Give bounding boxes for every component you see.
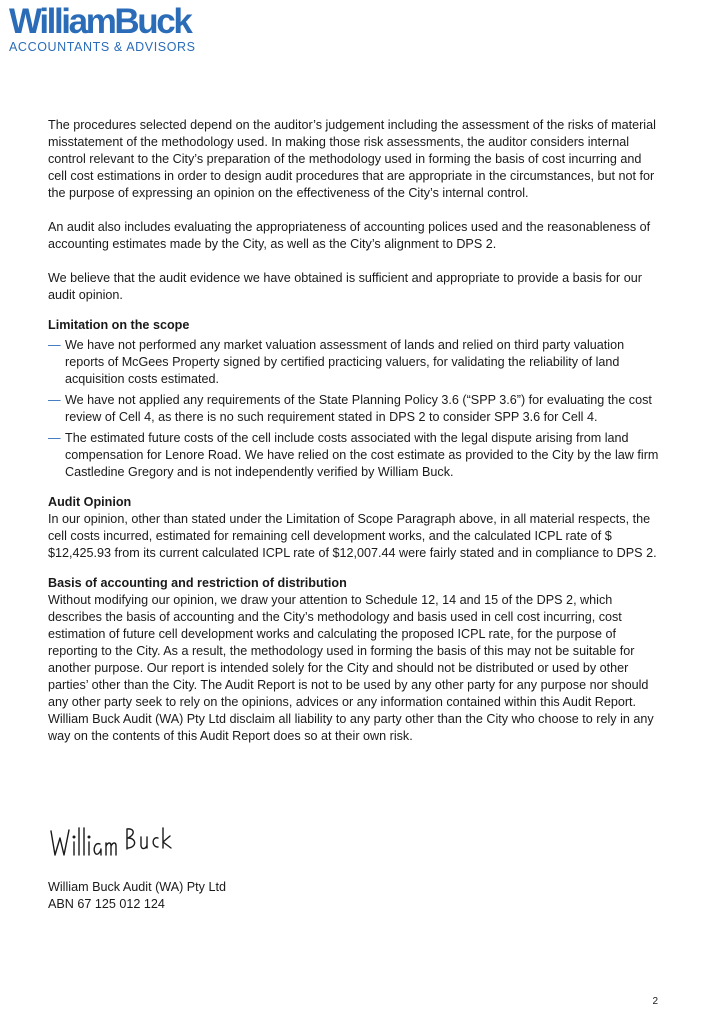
heading-audit-opinion: Audit Opinion: [48, 495, 132, 509]
signatory-block: [48, 879, 226, 913]
paragraph-audit-evaluation: An audit also includes evaluating the appropriateness of accounting polices used and the reasonableness of accounting estimates made by the City, as well as the City’s alignment to DPS 2.: [48, 220, 651, 251]
logo-wordmark: WilliamBuck: [9, 2, 191, 41]
paragraph-procedures: The procedures selected depend on the auditor’s judgement including the assessment of the risks of material misstatement of the methodology used. In making those risk assessments, the auditor considers internal control relevant to the City’s preparation of the methodology used in forming the basis of cost incurring and cell cost estimations in order to design audit procedures that are appropriate in the circumstances, but not for the purpose of expressing an opinion on the effectiveness of the City’s internal control.: [48, 118, 656, 200]
heading-limitation-scope: Limitation on the scope: [48, 318, 190, 332]
page-number: 2: [652, 996, 658, 1007]
paragraph-audit-opinion: In our opinion, other than stated under the Limitation of Scope Paragraph above, in all material respects, the cell costs incurred, estimated for remaining cell development works, and the calculated ICPL rate of $ $12,425.93 from its current calculated ICPL rate of $12,007.44 were fairly stated and in compliance to DPS 2.: [48, 512, 657, 560]
limitation-list: [48, 337, 660, 481]
signatory-abn: ABN 67 125 012 124: [48, 897, 165, 911]
list-item: [48, 392, 660, 426]
list-item-text: The estimated future costs of the cell include costs associated with the legal dispute arising from land compensation for Lenore Road. We have relied on the cost estimate as provided to the City by the law firm Castledine Gregory and is not independently verified by William Buck.: [65, 431, 659, 479]
list-item-text: We have not performed any market valuation assessment of lands and relied on third party valuation reports of McGees Property signed by certified practicing valuers, for validating the reliability of land acquisition costs estimated.: [65, 338, 625, 386]
logo-tagline: ACCOUNTANTS & ADVISORS: [9, 40, 196, 54]
list-item: [48, 337, 660, 388]
paragraph-disclaimer: William Buck Audit (WA) Pty Ltd disclaim all liability to any party other than the City who choose to rely in any way on the contents of this Audit Report does so at their own risk.: [48, 712, 654, 743]
handwritten-signature: [48, 822, 178, 862]
signatory-entity: William Buck Audit (WA) Pty Ltd: [48, 880, 226, 894]
paragraph-audit-evidence: We believe that the audit evidence we have obtained is sufficient and appropriate to provide a basis for our audit opinion.: [48, 271, 642, 302]
list-item-text: We have not applied any requirements of the State Planning Policy 3.6 (“SPP 3.6”) for evaluating the cost review of Cell 4, as there is no such requirement stated in DPS 2 to consider SPP 3.6 for Cell 4.: [65, 393, 652, 424]
dash-bullet-icon: —: [48, 338, 61, 352]
dash-bullet-icon: —: [48, 431, 61, 445]
report-body: [48, 117, 660, 745]
heading-basis-of-accounting: Basis of accounting and restriction of distribution: [48, 576, 347, 590]
paragraph-basis-of-accounting: Without modifying our opinion, we draw your attention to Schedule 12, 14 and 15 of the DPS 2, which describes the basis of accounting and the City’s methodology and basis used in cell cost incurring, cost estimation of future cell development works and calculating the proposed ICPL rate, for the purpose of reporting to the City. As a result, the methodology used in forming the basis of this may not be suitable for another purpose. Our report is intended solely for the City and should not be distributed or used by other parties’ other than the City. The Audit Report is not to be used by any other party for any purpose nor should any other party seek to rely on the opinions, advices or any information contained within this Audit Report.: [48, 593, 649, 709]
list-item: [48, 430, 660, 481]
company-logo: [9, 4, 209, 54]
dash-bullet-icon: —: [48, 393, 61, 407]
